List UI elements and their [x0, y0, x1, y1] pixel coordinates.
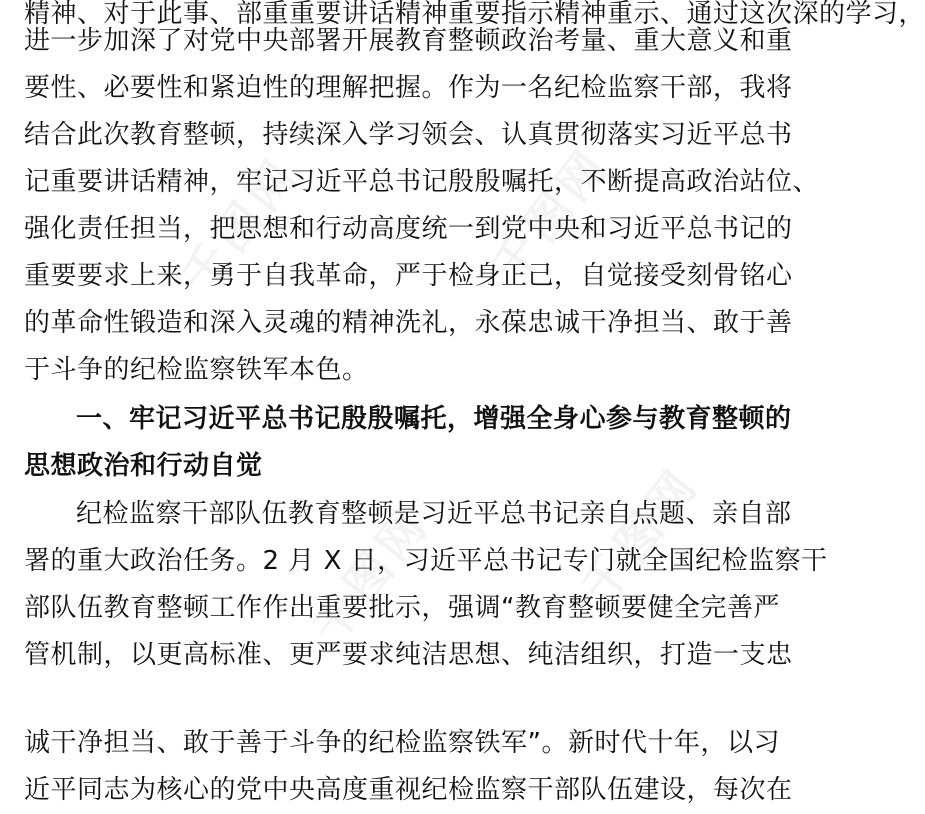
watermark-1: 千图网	[171, 146, 310, 303]
text-line-8: 的革命性锻造和深入灵魂的精神洗礼，永葆忠诚干净担当、敢于善	[24, 308, 793, 338]
text-line-15: 管机制，以更高标准、更严要求纯洁思想、纯洁组织，打造一支忠	[24, 640, 793, 670]
text-line-13: 署的重大政治任务。2 月 X 日，习近平总书记专门就全国纪检监察干	[24, 546, 828, 576]
text-line-12: 纪检监察干部队伍教育整顿是习近平总书记亲自点题、亲自部	[76, 499, 792, 529]
text-line-3: 要性、必要性和紧迫性的理解把握。作为一名纪检监察干部，我将	[24, 73, 793, 103]
watermark-4: 千图网	[571, 456, 710, 613]
section-heading-line-2: 思想政治和行动自觉	[24, 451, 263, 481]
text-line-2: 进一步加深了对党中央部署开展教育整顿政治考量、重大意义和重	[24, 26, 793, 56]
text-line-9: 于斗争的纪检监察铁军本色。	[24, 355, 369, 385]
text-line-6: 强化责任担当，把思想和行动高度统一到党中央和习近平总书记的	[24, 214, 793, 244]
text-line-1: 精神、对于此事、部重重要讲话精神重要指示精神重示、通过这次深的学习，	[24, 0, 925, 29]
watermark-2: 千图网	[481, 136, 620, 293]
text-line-4: 结合此次教育整顿，持续深入学习领会、认真贯彻落实习近平总书	[24, 120, 793, 150]
text-line-16: 诚干净担当、敢于善于斗争的纪检监察铁军”。新时代十年，以习	[24, 728, 780, 758]
text-line-14: 部队伍教育整顿工作作出重要批示，强调“教育整顿要健全完善严	[24, 593, 780, 623]
text-line-7: 重要要求上来，勇于自我革命，严于检身正己，自觉接受刻骨铭心	[24, 261, 793, 291]
section-heading-line-1: 一、牢记习近平总书记殷殷嘱托，增强全身心参与教育整顿的	[76, 404, 792, 434]
watermark-3: 千图网	[301, 496, 440, 653]
text-line-17: 近平同志为核心的党中央高度重视纪检监察干部队伍建设，每次在	[24, 775, 793, 805]
text-line-5: 记重要讲话精神，牢记习近平总书记殷殷嘱托，不断提高政治站位、	[24, 167, 820, 197]
